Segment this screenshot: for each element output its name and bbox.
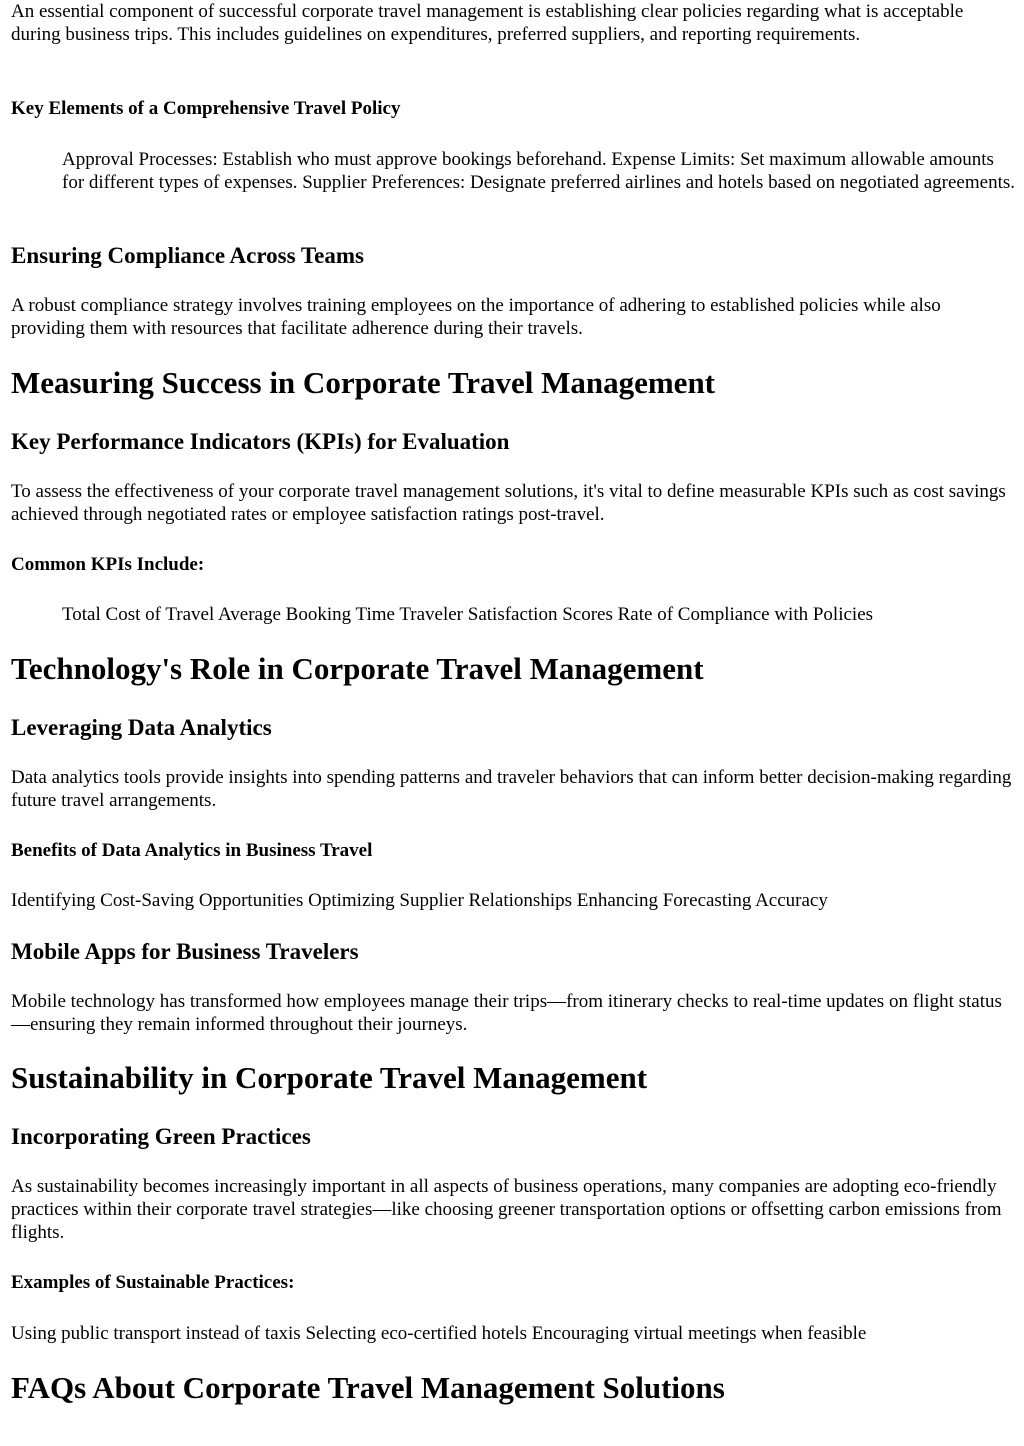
- paragraph-sustainable-examples: Using public transport instead of taxis Selecting eco-certified hotels Encouraging virtual meetings when feasible: [11, 1323, 867, 1344]
- heading-compliance: Ensuring Compliance Across Teams: [11, 243, 364, 268]
- heading-mobile-apps: Mobile Apps for Business Travelers: [11, 939, 359, 964]
- heading-sustainable-examples: Examples of Sustainable Practices:: [11, 1272, 295, 1293]
- heading-sustainability: Sustainability in Corporate Travel Management: [11, 1060, 648, 1095]
- paragraph-green-practices: As sustainability becomes increasingly important in all aspects of business operations, many companies are adopting eco-friendly practices within their corporate travel strategies—like choosing greener transportation options or offsetting carbon emissions from flights.: [11, 1176, 1002, 1243]
- blockquote-key-elements: Approval Processes: Establish who must approve bookings beforehand. Expense Limits: Set maximum allowable amounts for different types of expenses. Supplier Preferences: Designate preferred airlines and hotels based on negotiated agreements.: [62, 149, 1015, 193]
- heading-measuring-success: Measuring Success in Corporate Travel Management: [11, 365, 716, 400]
- heading-key-elements: Key Elements of a Comprehensive Travel Policy: [11, 98, 401, 119]
- paragraph-data-analytics: Data analytics tools provide insights into spending patterns and traveler behaviors that can inform better decision-making regarding future travel arrangements.: [11, 767, 1012, 811]
- paragraph-benefits: Identifying Cost-Saving Opportunities Optimizing Supplier Relationships Enhancing Forecasting Accuracy: [11, 890, 828, 911]
- paragraph-compliance: A robust compliance strategy involves training employees on the importance of adhering to established policies while also providing them with resources that facilitate adherence during their travels.: [11, 295, 941, 339]
- paragraph-mobile-apps: Mobile technology has transformed how employees manage their trips—from itinerary checks to real-time updates on flight status—ensuring they remain informed throughout their journeys.: [11, 991, 1002, 1035]
- heading-benefits-data-analytics: Benefits of Data Analytics in Business Travel: [11, 840, 373, 861]
- heading-faqs: FAQs About Corporate Travel Management Solutions: [11, 1370, 725, 1405]
- heading-common-kpis: Common KPIs Include:: [11, 554, 205, 575]
- heading-data-analytics: Leveraging Data Analytics: [11, 715, 272, 740]
- paragraph-kpis: To assess the effectiveness of your corporate travel management solutions, it's vital to define measurable KPIs such as cost savings achieved through negotiated rates or employee satisfaction ratings post-travel.: [11, 481, 1006, 525]
- heading-technology-role: Technology's Role in Corporate Travel Management: [11, 651, 704, 686]
- blockquote-common-kpis: Total Cost of Travel Average Booking Time Traveler Satisfaction Scores Rate of Compliance with Policies: [62, 604, 874, 625]
- intro-paragraph: An essential component of successful corporate travel management is establishing clear policies regarding what is acceptable during business trips. This includes guidelines on expenditures, preferred suppliers, and reporting requirements.: [11, 1, 964, 45]
- heading-kpis: Key Performance Indicators (KPIs) for Evaluation: [11, 429, 510, 454]
- heading-green-practices: Incorporating Green Practices: [11, 1124, 311, 1149]
